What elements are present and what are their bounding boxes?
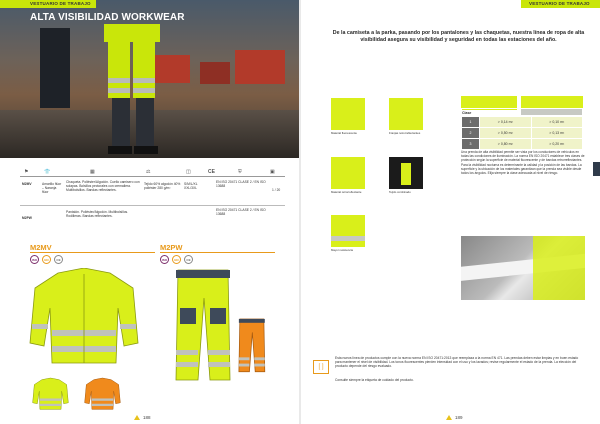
fabric-icon: ▦ [90, 169, 95, 175]
note-text: Esta nueva línea de productos cumple con la nueva norma EN ISO 20471:2013 que reemplaza a la norma EN 471. Las prendas deben estar limpias y en buen estado para mantener el nivel de visibilidad. Los tonos fluorescentes pierden intensidad con el uso y los lavados; revise regularmente el estado de la prenda. La elección del producto depende del riesgo evaluado. [335, 356, 579, 369]
reflective-photo [461, 236, 585, 300]
fabric-swatch-reflective [331, 157, 365, 189]
spec-qty: 1 / 20 [272, 188, 281, 192]
table-row: 1 > 0,14 m² > 0,10 m² [462, 117, 583, 128]
spec-colors: Amarillo flúor – Naranja flúor [42, 182, 62, 194]
model-code-jacket: M2MV [30, 243, 52, 252]
boot-left [108, 146, 132, 154]
ce-badge-icon: CE [184, 255, 193, 264]
ce-badge-icon: CE [54, 255, 63, 264]
fabric-swatch-stripe [389, 98, 423, 130]
intro-text: De la camiseta a la parka, pasando por los pantalones y las chaquetas, nuestra línea de ropa de alta visibilidad asegura su visibilidad y seguridad en todas las estaciones del año. [332, 30, 585, 43]
table-row: 2 > 0,50 m² > 0,13 m² [462, 128, 583, 139]
class-table-header: Clase [462, 109, 583, 117]
flag-icon: ⚑ [24, 169, 29, 175]
fabric-swatch-combined [389, 157, 423, 189]
model-code-trousers: M2PW [160, 243, 183, 252]
spec-table-header [20, 168, 285, 177]
side-tab [593, 162, 600, 176]
spec-norms: EN ISO 20471 CLASE 2 / EN ISO 13688 [216, 180, 266, 188]
reflective-band [133, 88, 155, 93]
boot-right [134, 146, 158, 154]
spec-description: Pantalón. Poliéster/Algodón. Multibolsillos. Rodilleras. Bandas reflectantes. [66, 210, 129, 218]
jacket-illustration [28, 268, 140, 418]
fabric-caption: Tejido combinado [389, 190, 411, 194]
trouser-lower-left [112, 98, 130, 148]
spec-fabric: Tejido 60% algodón 40% poliéster 280 g/m² [144, 182, 181, 190]
class-table [461, 108, 583, 150]
brand-triangle-icon [446, 415, 452, 420]
crate-shape [235, 50, 285, 84]
ce-icon: CE [208, 169, 215, 175]
fabric-caption: Franjas retrorreflectantes [389, 131, 421, 135]
crate-shape [150, 55, 190, 83]
fabric-caption: Material fluorescente [331, 131, 357, 135]
fabric-caption: Material retrorreflectante [331, 190, 362, 194]
table-row: 3 > 0,80 m² > 0,20 m² [462, 139, 583, 150]
reflective-band [108, 78, 130, 83]
crate-shape [200, 62, 230, 84]
page-number: 188 [143, 415, 151, 420]
left-page [0, 0, 299, 424]
weight-icon: ⚖ [146, 169, 151, 175]
spec-code: M2MV [22, 182, 32, 186]
hero-photo [0, 0, 299, 158]
section-label: VESTUARIO DE TRABAJO [30, 1, 91, 6]
body-text: Una prenda de alta visibilidad permite ser vista por los conductores de vehículos en todas las condiciones de iluminación. La norma EN ISO 20471 establece tres clases de protección según la superficie de material fluorescente y de bandas retrorreflectantes. Para la visibilidad nocturna es determinante la calidad y la posición de las bandas. La superficie y la ubicación de los materiales garantizan que la prenda sea visible desde todos los ángulos. Elija siempre la clase adecuada al nivel de riesgo. [461, 150, 585, 176]
iso-badge-icon: ISO [160, 255, 169, 264]
fabric-swatch-fluorescent [331, 98, 365, 130]
size-icon: ◫ [186, 169, 191, 175]
spec-description: Chaqueta. Poliéster/Algodón. Cuello camisero con solapas. Bolsillos pectorales con cremallera. Multibolsillos. Bandas reflectantes. [66, 180, 140, 192]
fabric-swatch-resistance [331, 215, 365, 247]
reflective-band [108, 88, 130, 93]
right-page [301, 0, 600, 424]
note-footer: Consulte siempre la etiqueta de cuidado del producto. [335, 378, 414, 382]
spec-norms: EN ISO 20471 CLASE 2 / EN ISO 13688 [216, 208, 266, 216]
brand-triangle-icon [134, 415, 140, 420]
spec-table [20, 168, 285, 246]
note-box [313, 356, 588, 386]
page-title: ALTA VISIBILIDAD WORKWEAR [30, 12, 185, 23]
en-badge-icon: EN [42, 255, 51, 264]
section-label: VESTUARIO DE TRABAJO [529, 1, 590, 6]
machinery-shape [40, 28, 70, 108]
reflective-band [133, 78, 155, 83]
spec-sizes: S/M/L/XL XXL/3XL [184, 182, 198, 190]
spec-divider [20, 205, 285, 206]
page-number: 189 [455, 415, 463, 420]
pack-icon: ▣ [270, 169, 275, 175]
shirt-icon: 👕 [44, 169, 51, 175]
fabric-caption: Mayor resistencia [331, 248, 353, 252]
model-underline [30, 252, 155, 253]
iso-badge-icon: ISO [30, 255, 39, 264]
hivis-hips [104, 24, 160, 42]
en-badge-icon: EN [172, 255, 181, 264]
model-underline [160, 252, 275, 253]
shield-icon: ⛨ [238, 169, 242, 175]
trouser-lower-right [136, 98, 154, 148]
spec-code: M2PW [22, 216, 32, 220]
trousers-illustration [170, 268, 270, 418]
info-icon: [ ] [313, 360, 329, 374]
